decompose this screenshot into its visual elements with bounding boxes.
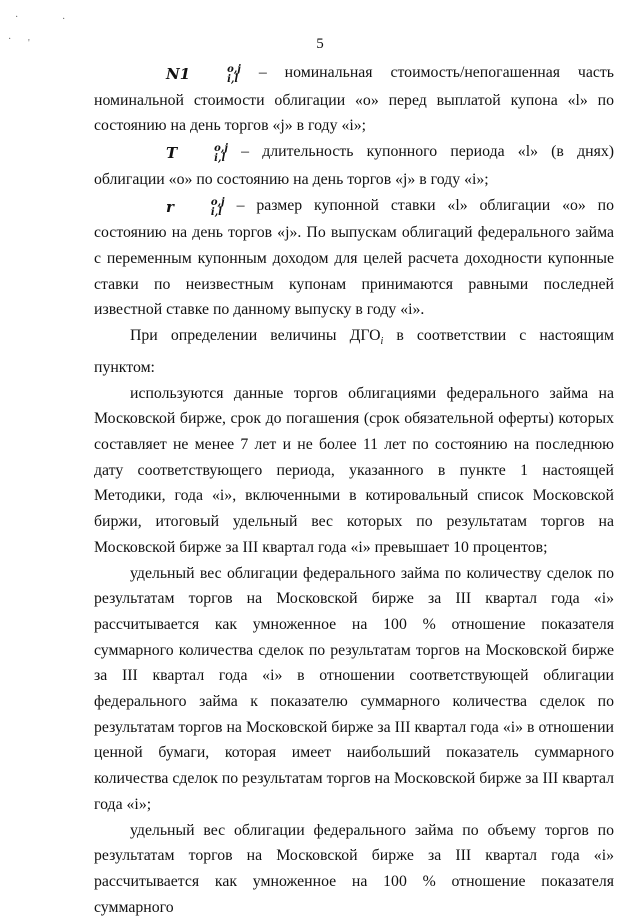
definition-n1 — [94, 60, 614, 139]
scan-speck: · — [62, 14, 66, 25]
paragraph-data-usage: используются данные торгов облигациями федерального займа на Московской бирже, срок до погашения (срок обязательной оферты) которых составляет не менее 7 лет и не более 11 лет по состоянию на последнюю дату соответствующего периода, указанного в пункте 1 настоящей Методики, года «i», включенными в котировальный список Московской биржи, итоговый удельный вес которых по результатам торгов на Московской бирже за III квартал года «i» превышает 10 процентов; — [94, 384, 614, 556]
page-number: 5 — [316, 36, 324, 52]
definition-t-text: – длительность купонного периода «l» (в днях) облигации «о» по состоянию на день торгов «j» в году «i»; — [94, 143, 614, 188]
document-body — [94, 60, 614, 920]
definition-r — [94, 193, 614, 324]
symbol-dgo: $ДГО_i$ — [349, 327, 384, 348]
scan-speck: · — [15, 12, 19, 23]
paragraph-weight-deals: удельный вес облигации федерального займа по количеству сделок по результатам торгов на Московской бирже за III квартал года «i» рассчитывается как умноженное на 100 % отношение показателя суммарного количества сделок по результатам торгов на Московской бирже за III квартал года «i» в отношении соответствующей облигации федерального займа к показателю суммарного количества сделок по результатам торгов на Московской бирже за III квартал года «i» в отношении ценной бумаги, которая имеет наибольший показатель суммарного количества сделок по результатам торгов на Московской бирже за III квартал года «i»; — [94, 564, 614, 813]
scan-speck: ' — [28, 38, 30, 49]
paragraph-weight-volume: удельный вес облигации федерального займа по объему торгов по результатам торгов на Московской бирже за III квартал года «i» рассчитывается как умноженное на 100 % отношение показателя суммарного — [94, 821, 614, 916]
paragraph-dgo: При определении величины $ДГО_i$ в соответствии с настоящим пунктом: — [94, 327, 615, 376]
definition-r-text: – размер купонной ставки «l» облигации «о» по состоянию на день торгов «j». По выпускам облигаций федерального займа с переменным купонным доходом для целей расчета доходности купонные ставки по неизвестным купонам принимаются равными последней известной ставке по данному выпуску в году «i». — [94, 196, 614, 319]
symbol-r: r o,j i,l — [166, 196, 225, 218]
symbol-n1: N1 o,j i,l — [166, 64, 241, 85]
symbol-t: T o,j i,l — [166, 143, 228, 165]
definition-n1-text: – номинальная стоимость/непогашенная часть номинальной стоимости облигации «о» перед выплатой купона «l» по состоянию на день торгов «j» в году «i»; — [94, 64, 614, 135]
definition-t — [94, 139, 614, 192]
scan-speck: · — [8, 34, 12, 45]
